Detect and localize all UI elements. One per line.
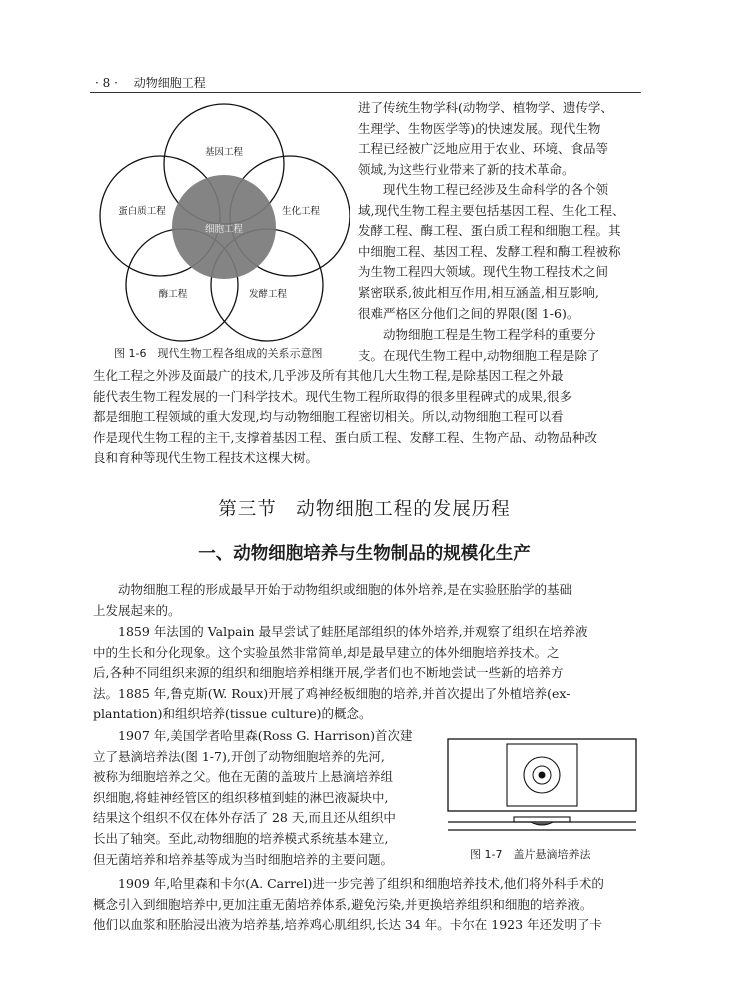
text-line: 1909 年,哈里森和卡尔(A. Carrel)进一步完善了组织和细胞培养技术,他们将外科手术的 [118, 876, 604, 891]
text-line: 但无菌培养和培养基等成为当时细胞培养的主要问题。 [93, 851, 394, 867]
text-line: 织细胞,将蛙神经管区的组织移植到蛙的淋巴液凝块中, [93, 789, 389, 805]
paragraph-1 [358, 98, 640, 180]
text-line: 发酵工程、酶工程、蛋白质工程和细胞工程。其 [358, 223, 621, 239]
text-line: 工程已经被广泛地应用于农业、环境、食品等 [358, 141, 609, 157]
running-header [95, 74, 206, 91]
text-line: 很难严格区分他们之间的界限(图 1-6)。 [358, 305, 580, 321]
book-title: 动物细胞工程 [133, 76, 206, 90]
paragraph-3-full [93, 366, 641, 469]
text-line: 立了悬滴培养法(图 1-7),开创了动物细胞培养的先河, [93, 748, 385, 764]
text-line: 后,各种不同组织来源的组织和细胞培养相继开展,学者们也不断地尝试一些新的培养方 [93, 665, 564, 681]
venn-diagram [98, 103, 350, 343]
figure-1-7-caption: 图 1-7 盖片悬滴培养法 [470, 848, 591, 861]
text-line: 紧密联系,彼此相互作用,相互涵盖,相互影响, [358, 284, 599, 300]
text-line: 动物细胞工程是生物工程学科的重要分 [383, 327, 596, 342]
header-rule [90, 92, 641, 93]
text-line: 中细胞工程、基因工程、发酵工程和酶工程被称 [358, 243, 621, 259]
text-line: 中的生长和分化现象。这个实验虽然非常简单,却是最早建立的体外细胞培养技术。之 [93, 644, 560, 660]
text-line: 良和育种等现代生物工程技术这棵大树。 [93, 450, 319, 466]
text-line: 支。在现代生物工程中,动物细胞工程是除了 [358, 347, 600, 363]
text-line: 域,现代生物工程主要包括基因工程、生化工程、 [358, 202, 625, 218]
text-line: 生化工程之外涉及面最广的技术,几乎涉及所有其他几大生物工程,是除基因工程之外最 [93, 368, 564, 383]
text-line: 进了传统生物学科(动物学、植物学、遗传学、 [358, 100, 613, 115]
page-number: · 8 · [95, 76, 118, 90]
text-line: 结果这个组织不仅在体外存活了 28 天,而且还从组织中 [93, 810, 396, 826]
label-protein-engineering: 蛋白质工程 [118, 206, 166, 217]
figure-1-6-caption: 图 1-6 现代生物工程各组成的关系示意图 [114, 347, 323, 360]
drop-side-view [531, 822, 553, 825]
hanging-drop [539, 772, 546, 779]
text-line: 1907 年,美国学者哈里森(Ross G. Harrison)首次建 [118, 728, 413, 743]
paragraph-5 [93, 622, 641, 725]
text-line: 长出了轴突。至此,动物细胞的培养模式系统基本建立, [93, 830, 389, 846]
text-line: 上发展起来的。 [93, 602, 181, 618]
text-line: 能代表生物工程发展的一门科学技术。现代生物工程所取得的很多里程碑式的成果,很多 [93, 388, 572, 404]
paragraph-6 [93, 726, 433, 870]
text-line: 概念引入到细胞培养中,更加注重无菌培养体系,避免污染,并更换培养组织和细胞的培养液。 [93, 896, 593, 912]
text-line: 都是细胞工程领域的重大发现,均与动物细胞工程密切相关。所以,动物细胞工程可以看 [93, 409, 564, 425]
text-line: 作是现代生物工程的主干,支撑着基因工程、蛋白质工程、发酵工程、生物产品、动物品种改 [93, 429, 597, 445]
text-line: 他们以血浆和胚胎浸出液为培养基,培养鸡心肌组织,长达 34 年。卡尔在 1923 年还发明了卡 [93, 917, 603, 933]
text-line: 领域,为这些行业带来了新的技术革命。 [358, 161, 575, 177]
text-line: 生理学、生物医学等)的快速发展。现代生物 [358, 120, 601, 136]
paragraph-7 [93, 874, 641, 936]
text-line: 法。1885 年,鲁克斯(W. Roux)开展了鸡神经板细胞的培养,并首次提出了外植培养(ex- [93, 685, 571, 701]
coverslip-side-view [514, 817, 570, 822]
text-line: 被称为细胞培养之父。他在无菌的盖玻片上悬滴培养组 [93, 769, 394, 785]
label-biochemical-engineering: 生化工程 [281, 206, 321, 217]
text-line: plantation)和组织培养(tissue culture)的概念。 [93, 706, 372, 722]
paragraph-3-right [358, 325, 640, 366]
paragraph-4 [93, 580, 641, 621]
text-line: 现代生物工程已经涉及生命科学的各个领 [383, 182, 609, 197]
paragraph-2 [358, 180, 640, 324]
label-gene-engineering: 基因工程 [204, 147, 244, 158]
text-line: 为生物工程四大领域。现代生物工程技术之间 [358, 264, 609, 280]
label-enzyme-engineering: 酶工程 [158, 289, 188, 300]
hanging-drop-figure [447, 738, 637, 836]
text-line: 动物细胞工程的形成最早开始于动物组织或细胞的体外培养,是在实验胚胎学的基础 [118, 582, 572, 597]
label-fermentation-engineering: 发酵工程 [248, 289, 288, 300]
text-line: 1859 年法国的 Valpain 最早尝试了蛙胚尾部组织的体外培养,并观察了组织在培养液 [118, 624, 588, 639]
subsection-heading: 一、动物细胞培养与生物制品的规模化生产 [198, 544, 531, 564]
section-heading: 第三节 动物细胞工程的发展历程 [218, 499, 511, 520]
label-cell-engineering: 细胞工程 [204, 224, 244, 235]
